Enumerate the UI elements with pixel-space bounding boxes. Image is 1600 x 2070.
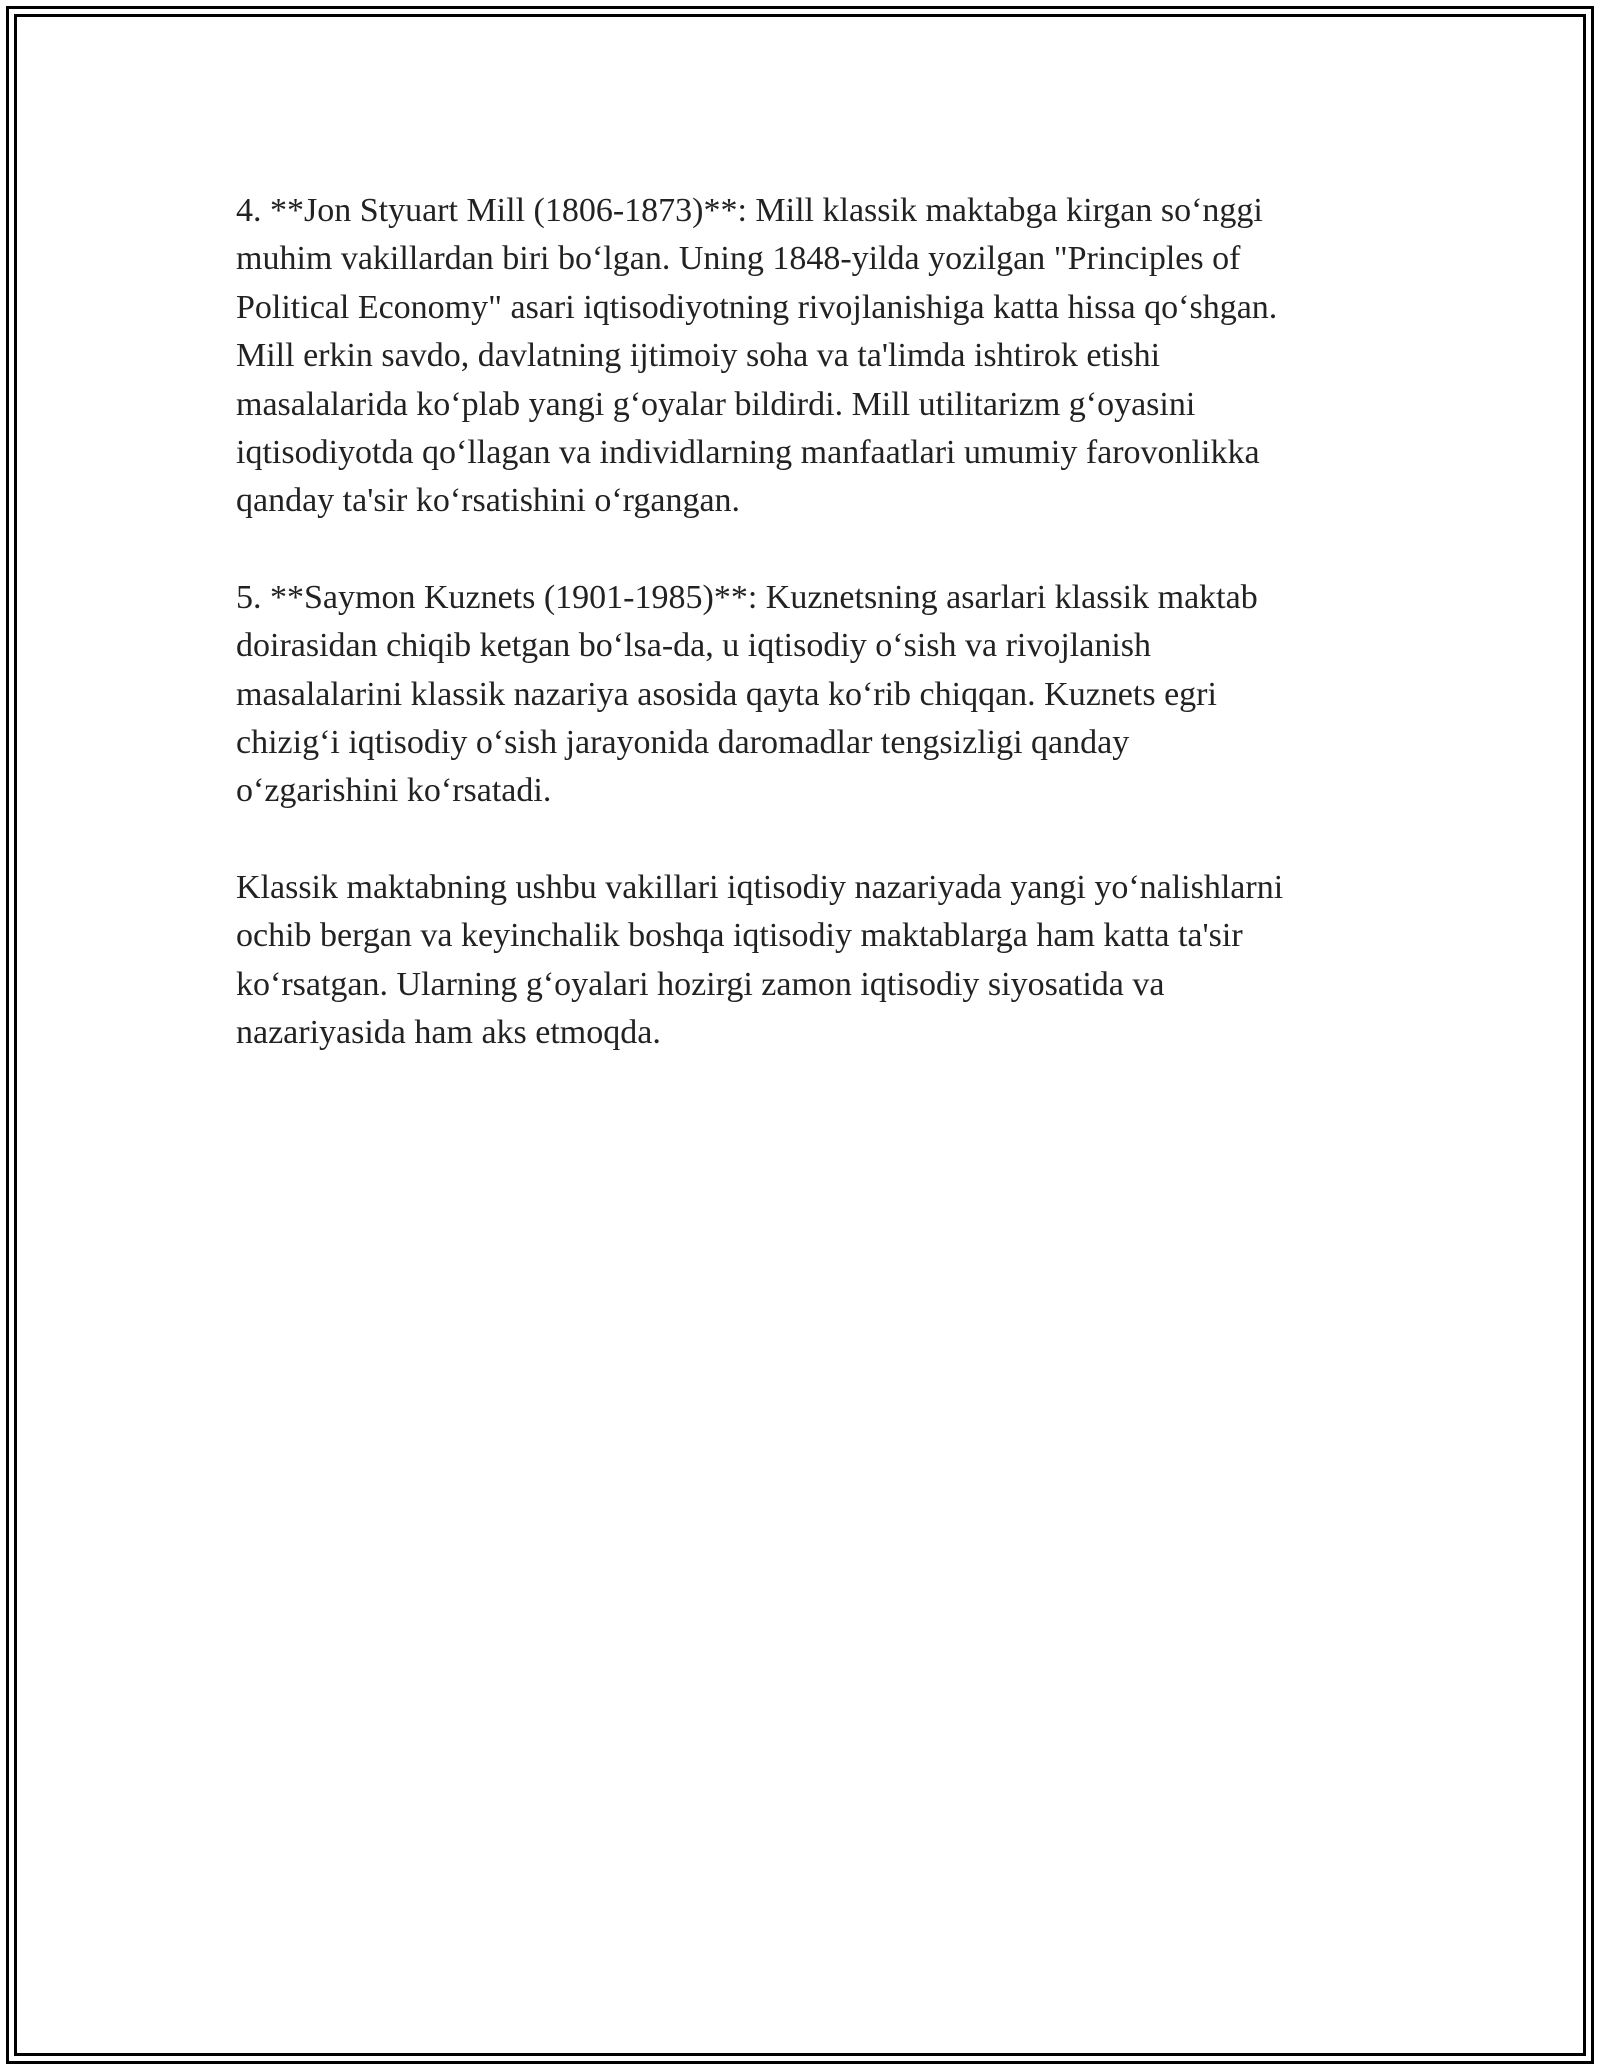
text-line: ochib bergan va keyinchalik boshqa iqtisodiy maktablarga ham katta ta'sir	[236, 917, 1243, 955]
text-line: nazariyasida ham aks etmoqda.	[236, 1014, 661, 1052]
text-line: Mill erkin savdo, davlatning ijtimoiy soha va ta'limda ishtirok etishi	[236, 337, 1161, 375]
text-line: 4. **Jon Styuart Mill (1806-1873)**: Mill klassik maktabga kirgan so‘nggi	[236, 192, 1263, 229]
text-line: 5. **Saymon Kuznets (1901-1985)**: Kuznetsning asarlari klassik maktab	[236, 578, 1258, 616]
paragraph-conclusion	[236, 864, 1376, 1058]
text-line: Klassik maktabning ushbu vakillari iqtisodiy nazariyada yangi yo‘nalishlarni	[236, 868, 1284, 906]
text-line: iqtisodiyotda qo‘llagan va individlarning manfaatlari umumiy farovonlikka	[236, 434, 1260, 472]
text-line: Political Economy" asari iqtisodiyotning rivojlanishiga katta hissa qo‘shgan.	[236, 288, 1278, 326]
paragraph-mill	[236, 187, 1376, 526]
text-line: doirasidan chiqib ketgan bo‘lsa-da, u iqtisodiy o‘sish va rivojlanish	[236, 627, 1152, 665]
paragraph-kuznets	[236, 574, 1376, 816]
text-line: ko‘rsatgan. Ularning g‘oyalari hozirgi zamon iqtisodiy siyosatida va	[236, 965, 1165, 1003]
document-body	[236, 187, 1376, 1106]
text-line: chizig‘i iqtisodiy o‘sish jarayonida daromadlar tengsizligi qanday	[236, 724, 1130, 762]
text-line: muhim vakillardan biri bo‘lgan. Uning 1848-yilda yozilgan "Principles of	[236, 240, 1241, 278]
text-line: masalalarini klassik nazariya asosida qayta ko‘rib chiqqan. Kuznets egri	[236, 675, 1217, 713]
text-line: qanday ta'sir ko‘rsatishini o‘rgangan.	[236, 482, 741, 520]
text-line: o‘zgarishini ko‘rsatadi.	[236, 772, 552, 810]
text-line: masalalarida ko‘plab yangi g‘oyalar bildirdi. Mill utilitarizm g‘oyasini	[236, 385, 1196, 423]
